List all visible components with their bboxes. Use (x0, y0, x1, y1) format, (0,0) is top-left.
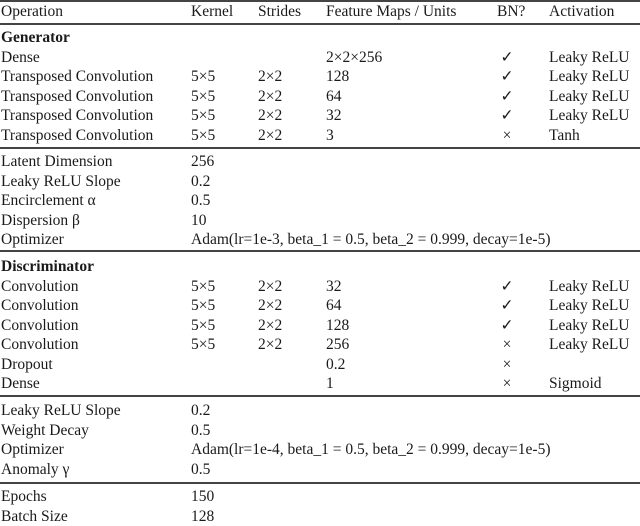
param-value: 0.5 (191, 421, 211, 439)
cell-op: Transposed Convolution (1, 68, 154, 85)
param-value: 128 (191, 507, 215, 525)
discriminator-title: Discriminator (1, 258, 94, 275)
header-bn: BN? (497, 3, 526, 20)
cell-kernel: 5×5 (191, 87, 216, 105)
cell-bn: ✓ (500, 68, 514, 85)
table-row (0, 48, 640, 67)
table-row (0, 355, 640, 374)
param-row (0, 421, 640, 440)
header-row (0, 2, 640, 21)
table-row (0, 67, 640, 86)
section-title-discriminator (0, 257, 640, 276)
param-row (0, 152, 640, 171)
param-name: Latent Dimension (1, 153, 113, 170)
header-rule (0, 23, 640, 25)
cell-bn: × (502, 375, 512, 392)
cell-kernel: 5×5 (191, 126, 216, 144)
section-title-generator (0, 28, 640, 47)
param-name: Leaky ReLU Slope (1, 172, 121, 190)
generator-title: Generator (1, 29, 70, 46)
cell-op: Convolution (1, 277, 79, 295)
param-name: Leaky ReLU Slope (1, 402, 121, 419)
cell-units: 64 (326, 87, 342, 105)
cell-units: 128 (326, 68, 350, 85)
cell-op: Convolution (1, 297, 79, 314)
cell-strides: 2×2 (258, 316, 283, 334)
cell-units: 2×2×256 (326, 48, 383, 66)
param-value: 10 (191, 211, 207, 229)
cell-kernel: 5×5 (191, 336, 216, 353)
cell-activation: Leaky ReLU (549, 297, 630, 314)
header-strides: Strides (258, 3, 302, 20)
table-row (0, 87, 640, 106)
header-operation: Operation (1, 3, 63, 20)
cell-op: Dense (1, 375, 40, 392)
cell-kernel: 5×5 (191, 297, 216, 314)
cell-units: 32 (326, 107, 342, 124)
param-name: Dispersion β (1, 211, 80, 229)
table-row (0, 335, 640, 354)
param-value: Adam(lr=1e-4, beta_1 = 0.5, beta_2 = 0.999, decay=1e-5) (191, 441, 551, 458)
cell-op: Transposed Convolution (1, 87, 154, 105)
param-row (0, 211, 640, 230)
param-value: 0.2 (191, 402, 211, 419)
cell-op: Transposed Convolution (1, 107, 154, 124)
param-name: Epochs (1, 488, 47, 505)
cell-op: Dense (1, 48, 40, 66)
param-row (0, 440, 640, 459)
cell-units: 64 (326, 297, 342, 314)
param-row (0, 191, 640, 210)
param-value: 0.5 (191, 460, 211, 478)
cell-bn: ✓ (500, 297, 514, 314)
param-name: Encirclement α (1, 192, 96, 209)
cell-kernel: 5×5 (191, 107, 216, 124)
cell-units: 256 (326, 336, 350, 353)
cell-bn: ✓ (500, 87, 514, 105)
cell-activation: Sigmoid (549, 375, 602, 392)
cell-strides: 2×2 (258, 87, 283, 105)
cell-units: 0.2 (326, 355, 346, 373)
cell-op: Convolution (1, 316, 79, 334)
cell-bn: ✓ (500, 316, 514, 334)
param-name: Optimizer (1, 231, 64, 248)
cell-bn: ✓ (500, 48, 514, 66)
param-name: Batch Size (1, 507, 68, 525)
cell-bn: × (502, 126, 512, 144)
cell-op: Convolution (1, 336, 79, 353)
table-row (0, 126, 640, 145)
param-name: Anomaly γ (1, 460, 70, 478)
cell-op: Transposed Convolution (1, 126, 154, 144)
section-rule (0, 395, 640, 397)
header-feature-maps: Feature Maps / Units (326, 3, 457, 20)
section-rule (0, 250, 640, 252)
cell-strides: 2×2 (258, 107, 283, 124)
cell-op: Dropout (1, 355, 53, 373)
cell-strides: 2×2 (258, 297, 283, 314)
cell-strides: 2×2 (258, 68, 283, 85)
cell-activation: Leaky ReLU (549, 316, 630, 334)
cell-activation: Leaky ReLU (549, 87, 630, 105)
cell-units: 32 (326, 277, 342, 295)
cell-bn: × (502, 355, 512, 373)
table-row (0, 316, 640, 335)
cell-units: 3 (326, 126, 334, 144)
cell-units: 128 (326, 316, 350, 334)
header-kernel: Kernel (191, 3, 234, 20)
param-row (0, 487, 640, 506)
cell-activation: Tanh (549, 126, 580, 144)
param-value: 0.5 (191, 192, 211, 209)
table-row (0, 374, 640, 393)
param-value: 0.2 (191, 172, 211, 190)
param-name: Optimizer (1, 441, 64, 458)
table-row (0, 106, 640, 125)
cell-bn: × (502, 336, 512, 353)
section-rule (0, 147, 640, 149)
param-value: 256 (191, 153, 215, 170)
param-row (0, 172, 640, 191)
param-name: Weight Decay (1, 421, 89, 439)
param-row (0, 401, 640, 420)
cell-units: 1 (326, 375, 334, 392)
cell-kernel: 5×5 (191, 316, 216, 334)
cell-activation: Leaky ReLU (549, 107, 630, 124)
header-activation: Activation (549, 3, 615, 20)
cell-strides: 2×2 (258, 336, 283, 353)
cell-activation: Leaky ReLU (549, 336, 630, 353)
param-value: 150 (191, 488, 215, 505)
table-row (0, 277, 640, 296)
cell-activation: Leaky ReLU (549, 277, 630, 295)
cell-strides: 2×2 (258, 126, 283, 144)
cell-activation: Leaky ReLU (549, 68, 630, 85)
cell-kernel: 5×5 (191, 277, 216, 295)
param-value: Adam(lr=1e-3, beta_1 = 0.5, beta_2 = 0.999, decay=1e-5) (191, 231, 551, 248)
table-row (0, 296, 640, 315)
cell-kernel: 5×5 (191, 68, 216, 85)
param-row (0, 460, 640, 479)
cell-bn: ✓ (500, 107, 514, 124)
param-row (0, 230, 640, 249)
cell-bn: ✓ (500, 277, 514, 295)
cell-strides: 2×2 (258, 277, 283, 295)
section-rule (0, 482, 640, 484)
cell-activation: Leaky ReLU (549, 48, 630, 66)
